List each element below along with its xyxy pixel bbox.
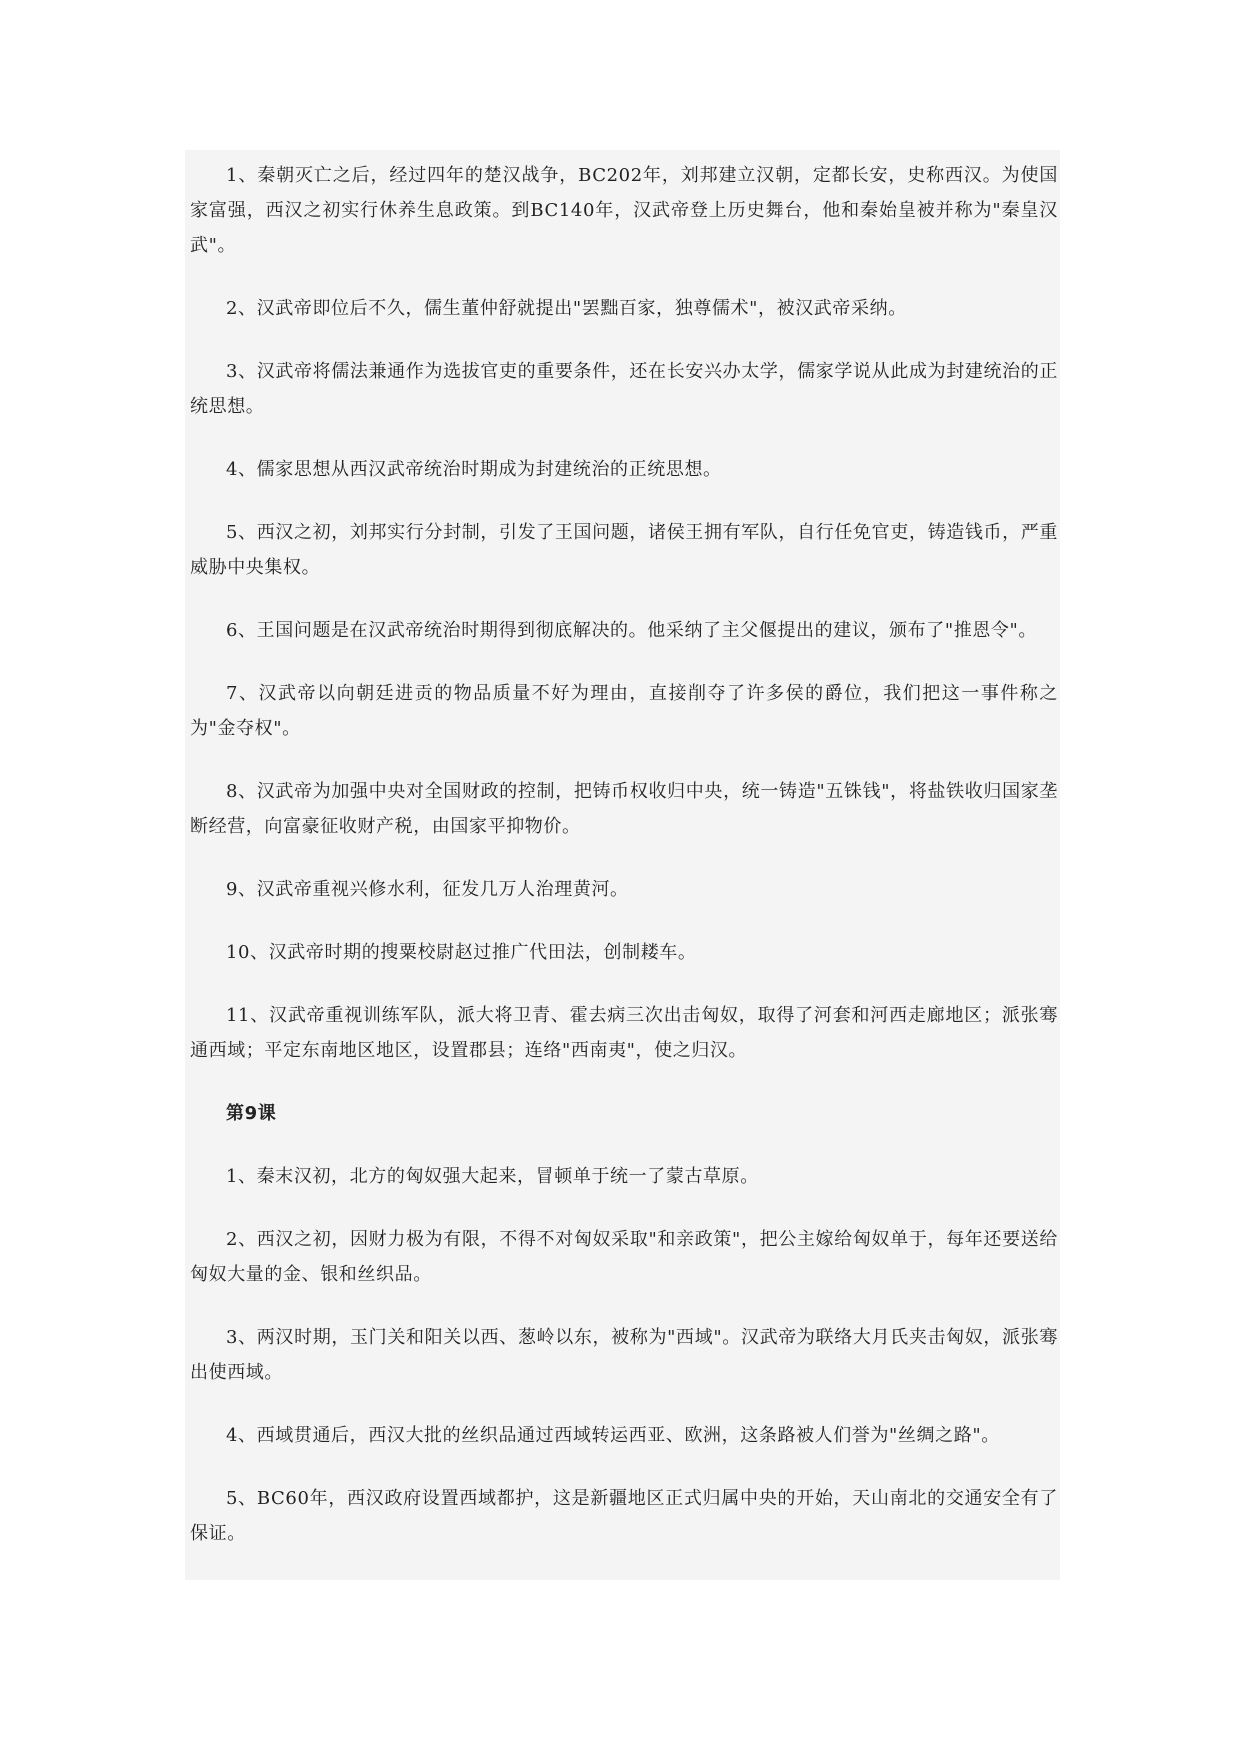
paragraph-6: 6、王国问题是在汉武帝统治时期得到彻底解决的。他采纳了主父偃提出的建议，颁布了"推恩令"。 <box>226 620 1038 641</box>
document-content <box>190 158 1058 1579</box>
paragraph-4: 4、儒家思想从西汉武帝统治时期成为封建统治的正统思想。 <box>226 459 722 480</box>
paragraph-1: 1、秦朝灭亡之后，经过四年的楚汉战争，BC202年，刘邦建立汉朝，定都长安，史称西汉。为使国家富强，西汉之初实行休养生息政策。到BC140年，汉武帝登上历史舞台，他和秦始皇被并称为"秦皇汉武"。 <box>190 165 1058 256</box>
paragraph-9: 9、汉武帝重视兴修水利，征发几万人治理黄河。 <box>226 879 629 900</box>
paragraph-10: 10、汉武帝时期的搜粟校尉赵过推广代田法，创制耧车。 <box>226 942 697 963</box>
paragraph-11: 11、汉武帝重视训练军队，派大将卫青、霍去病三次出击匈奴，取得了河套和河西走廊地区；派张骞通西域；平定东南地区地区，设置郡县；连络"西南夷"，使之归汉。 <box>190 1005 1058 1061</box>
paragraph-8: 8、汉武帝为加强中央对全国财政的控制，把铸币权收归中央，统一铸造"五铢钱"，将盐铁收归国家垄断经营，向富豪征收财产税，由国家平抑物价。 <box>190 781 1058 837</box>
lesson-heading: 第9课 <box>226 1103 277 1124</box>
paragraph-2: 2、汉武帝即位后不久，儒生董仲舒就提出"罢黜百家，独尊儒术"，被汉武帝采纳。 <box>226 298 907 319</box>
lesson9-paragraph-5: 5、BC60年，西汉政府设置西域都护，这是新疆地区正式归属中央的开始，天山南北的交通安全有了保证。 <box>190 1488 1058 1544</box>
lesson9-paragraph-2: 2、西汉之初，因财力极为有限，不得不对匈奴采取"和亲政策"，把公主嫁给匈奴单于，每年还要送给匈奴大量的金、银和丝织品。 <box>190 1229 1058 1285</box>
paragraph-3: 3、汉武帝将儒法兼通作为选拔官吏的重要条件，还在长安兴办太学，儒家学说从此成为封建统治的正统思想。 <box>190 361 1058 417</box>
lesson9-paragraph-4: 4、西域贯通后，西汉大批的丝织品通过西域转运西亚、欧洲，这条路被人们誉为"丝绸之路"。 <box>226 1425 1000 1446</box>
lesson9-paragraph-1: 1、秦末汉初，北方的匈奴强大起来，冒顿单于统一了蒙古草原。 <box>226 1166 759 1187</box>
paragraph-5: 5、西汉之初，刘邦实行分封制，引发了王国问题，诸侯王拥有军队，自行任免官吏，铸造钱币，严重威胁中央集权。 <box>190 522 1058 578</box>
lesson9-paragraph-3: 3、两汉时期，玉门关和阳关以西、葱岭以东，被称为"西域"。汉武帝为联络大月氏夹击匈奴，派张骞出使西域。 <box>190 1327 1058 1383</box>
paragraph-7: 7、汉武帝以向朝廷进贡的物品质量不好为理由，直接削夺了许多侯的爵位，我们把这一事件称之为"金夺权"。 <box>190 683 1058 739</box>
